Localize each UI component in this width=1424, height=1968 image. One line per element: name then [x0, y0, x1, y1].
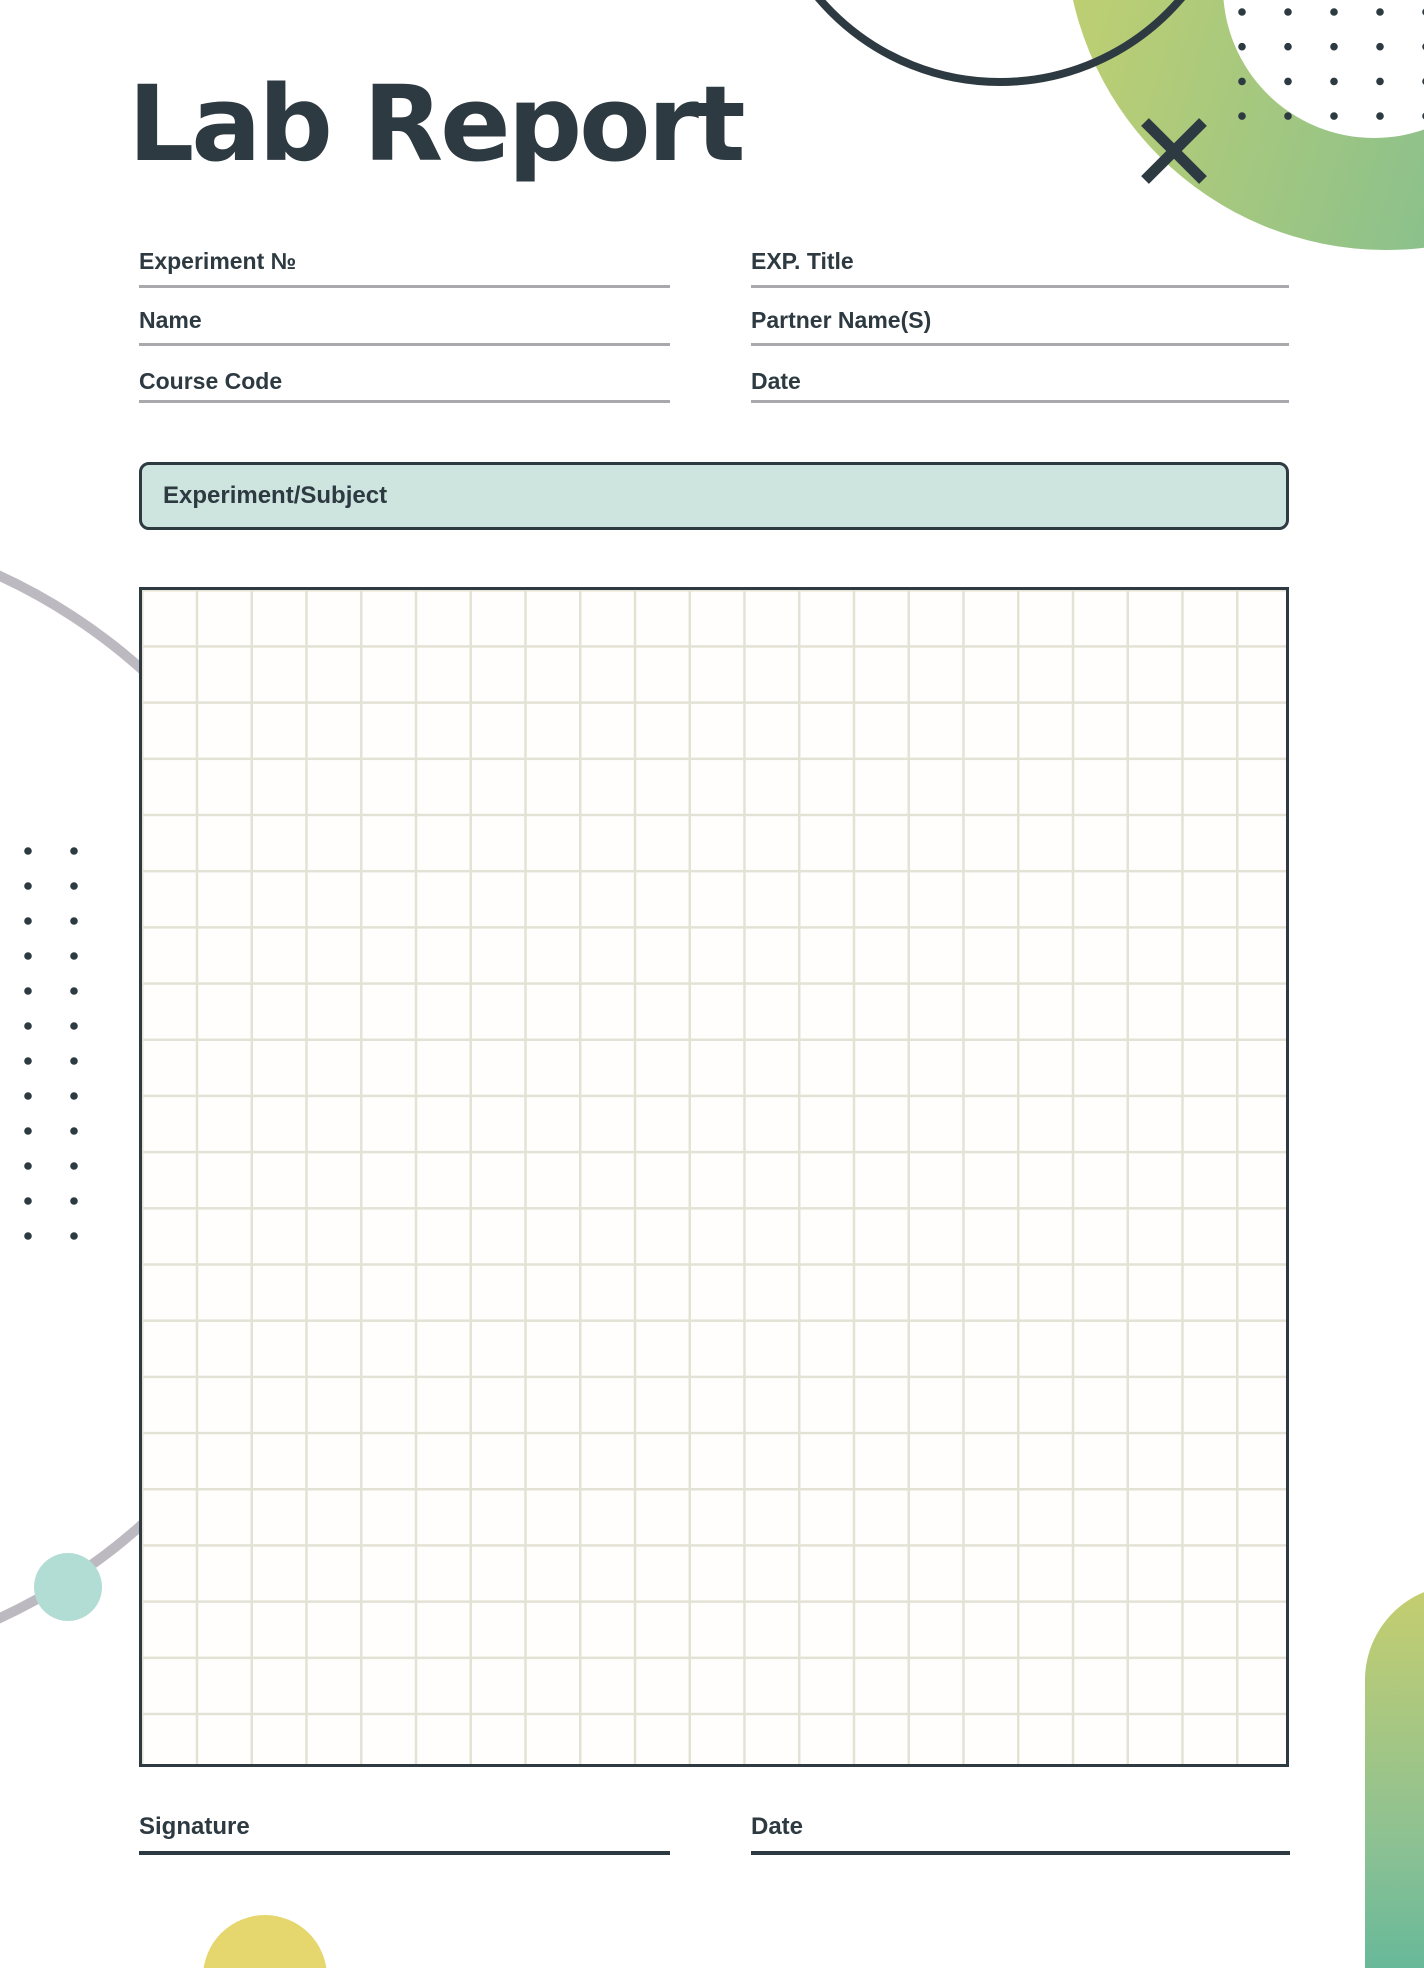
field-input-line-date[interactable] [751, 400, 1289, 403]
field-label-experiment-no: Experiment № [139, 248, 297, 274]
footer-date-input-line[interactable] [751, 1851, 1290, 1855]
signature-input-line[interactable] [139, 1851, 670, 1855]
field-label-exp-title: EXP. Title [751, 248, 854, 274]
field-input-line-partner-names[interactable] [751, 343, 1289, 346]
signature-label: Signature [139, 1813, 250, 1840]
field-label-course-code: Course Code [139, 368, 283, 394]
field-input-line-exp-title[interactable] [751, 285, 1289, 288]
section-banner-label: Experiment/Subject [163, 482, 388, 509]
field-label-partner-names: Partner Name(S) [751, 307, 932, 333]
field-label-date: Date [751, 368, 801, 394]
section-banner [139, 462, 1289, 530]
field-input-line-course-code[interactable] [139, 400, 670, 403]
field-label-name: Name [139, 307, 202, 333]
field-input-line-experiment-no[interactable] [139, 285, 670, 288]
page-title: Lab Report [128, 63, 743, 185]
graph-paper-grid[interactable] [139, 587, 1289, 1767]
footer-date-label: Date [751, 1813, 804, 1840]
field-input-line-name[interactable] [139, 343, 670, 346]
